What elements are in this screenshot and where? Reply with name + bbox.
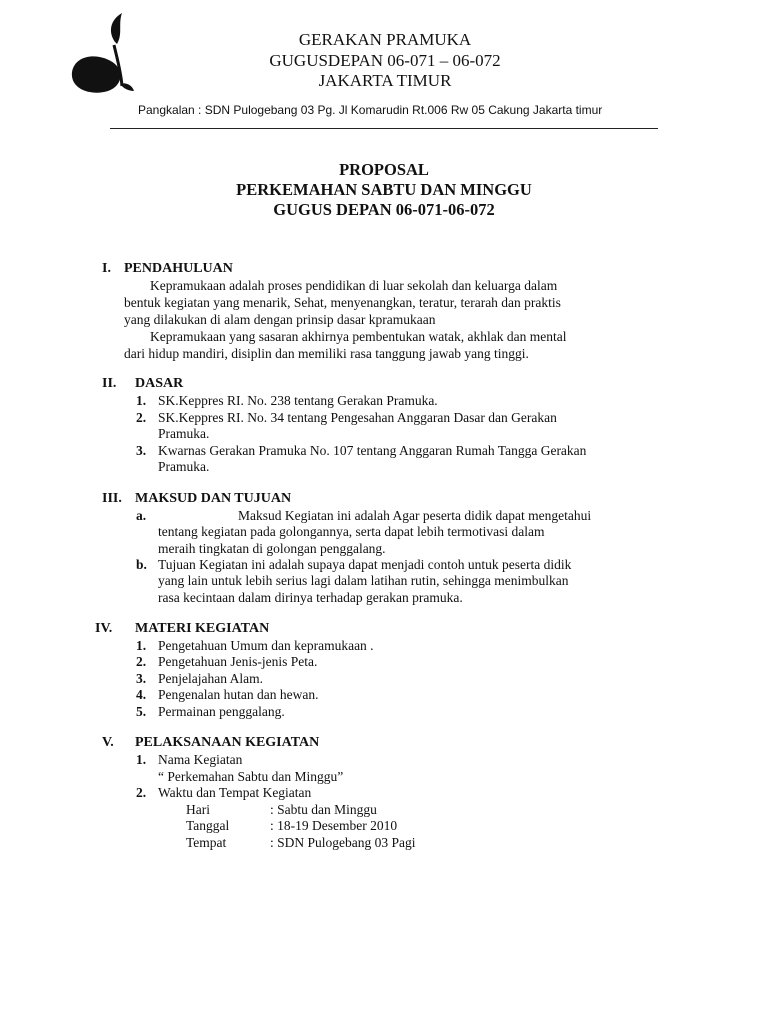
- list-number: 1.: [136, 638, 147, 653]
- pangkalan-address: Pangkalan : SDN Pulogebang 03 Pg. Jl Komarudin Rt.006 Rw 05 Cakung Jakarta timur: [138, 103, 603, 117]
- list-letter: b.: [136, 557, 147, 572]
- tunas-kelapa-logo-icon: [70, 12, 136, 94]
- list-item-continued: Pramuka.: [158, 459, 210, 474]
- list-item-continued: “ Perkemahan Sabtu dan Minggu”: [158, 769, 344, 784]
- list-item: SK.Keppres RI. No. 34 tentang Pengesahan Anggaran Dasar dan Gerakan: [158, 410, 557, 425]
- list-number: 1.: [136, 393, 147, 408]
- section-numeral: V.: [102, 735, 114, 750]
- section-numeral: III.: [102, 491, 122, 506]
- section-heading-dasar: DASAR: [135, 376, 184, 391]
- paragraph-line: bentuk kegiatan yang menarik, Sehat, menyenangkan, teratur, terarah dan praktis: [124, 295, 561, 310]
- proposal-title: PROPOSAL: [339, 160, 429, 179]
- paragraph-line: Kepramukaan yang sasaran akhirnya pembentukan watak, akhlak dan mental: [150, 329, 567, 344]
- proposal-subtitle: PERKEMAHAN SABTU DAN MINGGU: [236, 180, 532, 199]
- gugusdepan-number: GUGUSDEPAN 06-071 – 06-072: [269, 51, 501, 70]
- list-number: 2.: [136, 410, 147, 425]
- header-divider: [110, 128, 658, 129]
- list-item: Tujuan Kegiatan ini adalah supaya dapat menjadi contoh untuk peserta didik: [158, 557, 572, 572]
- list-number: 5.: [136, 704, 147, 719]
- list-item-continued: rasa kecintaan dalam dirinya terhadap gerakan pramuka.: [158, 590, 463, 605]
- section-numeral: I.: [102, 261, 111, 276]
- list-item: Maksud Kegiatan ini adalah Agar peserta didik dapat mengetahui: [238, 508, 592, 523]
- section-heading-pelaksanaan: PELAKSANAAN KEGIATAN: [135, 735, 320, 750]
- section-numeral: IV.: [95, 621, 113, 636]
- list-item: Nama Kegiatan: [158, 752, 243, 767]
- detail-value-hari: : Sabtu dan Minggu: [270, 802, 377, 817]
- list-number: 1.: [136, 752, 147, 767]
- org-name: GERAKAN PRAMUKA: [298, 30, 472, 49]
- detail-value-tempat: : SDN Pulogebang 03 Pagi: [270, 835, 416, 850]
- list-item: Pengenalan hutan dan hewan.: [158, 687, 319, 702]
- list-item-continued: Pramuka.: [158, 426, 210, 441]
- list-item: Permainan penggalang.: [158, 704, 285, 719]
- detail-label-tempat: Tempat: [186, 835, 227, 850]
- section-heading-pendahuluan: PENDAHULUAN: [124, 261, 233, 276]
- list-item: SK.Keppres RI. No. 238 tentang Gerakan Pramuka.: [158, 393, 438, 408]
- list-item: Pengetahuan Umum dan kepramukaan .: [158, 638, 374, 653]
- paragraph-line: dari hidup mandiri, disiplin dan memiliki rasa tanggung jawab yang tinggi.: [124, 346, 529, 361]
- paragraph-line: Kepramukaan adalah proses pendidikan di luar sekolah dan keluarga dalam: [150, 278, 558, 293]
- list-number: 3.: [136, 443, 147, 458]
- list-item: Kwarnas Gerakan Pramuka No. 107 tentang Anggaran Rumah Tangga Gerakan: [158, 443, 587, 458]
- list-item: Pengetahuan Jenis-jenis Peta.: [158, 654, 318, 669]
- list-number: 2.: [136, 785, 147, 800]
- list-item-continued: yang lain untuk lebih serius lagi dalam latihan rutin, sehingga menimbulkan: [158, 573, 569, 588]
- list-number: 2.: [136, 654, 147, 669]
- list-letter: a.: [136, 508, 147, 523]
- paragraph-line: yang dilakukan di alam dengan prinsip dasar kpramukaan: [124, 312, 436, 327]
- detail-label-hari: Hari: [186, 802, 210, 817]
- section-heading-maksud-tujuan: MAKSUD DAN TUJUAN: [135, 491, 292, 506]
- section-numeral: II.: [102, 376, 117, 391]
- section-heading-materi: MATERI KEGIATAN: [135, 621, 270, 636]
- proposal-gugus: GUGUS DEPAN 06-071-06-072: [273, 200, 495, 219]
- region-name: JAKARTA TIMUR: [318, 71, 452, 90]
- list-item: Waktu dan Tempat Kegiatan: [158, 785, 312, 800]
- list-number: 3.: [136, 671, 147, 686]
- list-item: Penjelajahan Alam.: [158, 671, 263, 686]
- detail-value-tanggal: : 18-19 Desember 2010: [270, 818, 398, 833]
- list-item-continued: tentang kegiatan pada golongannya, serta dapat lebih termotivasi dalam: [158, 524, 545, 539]
- list-number: 4.: [136, 687, 147, 702]
- detail-label-tanggal: Tanggal: [186, 818, 230, 833]
- list-item-continued: meraih tingkatan di golongan penggalang.: [158, 541, 386, 556]
